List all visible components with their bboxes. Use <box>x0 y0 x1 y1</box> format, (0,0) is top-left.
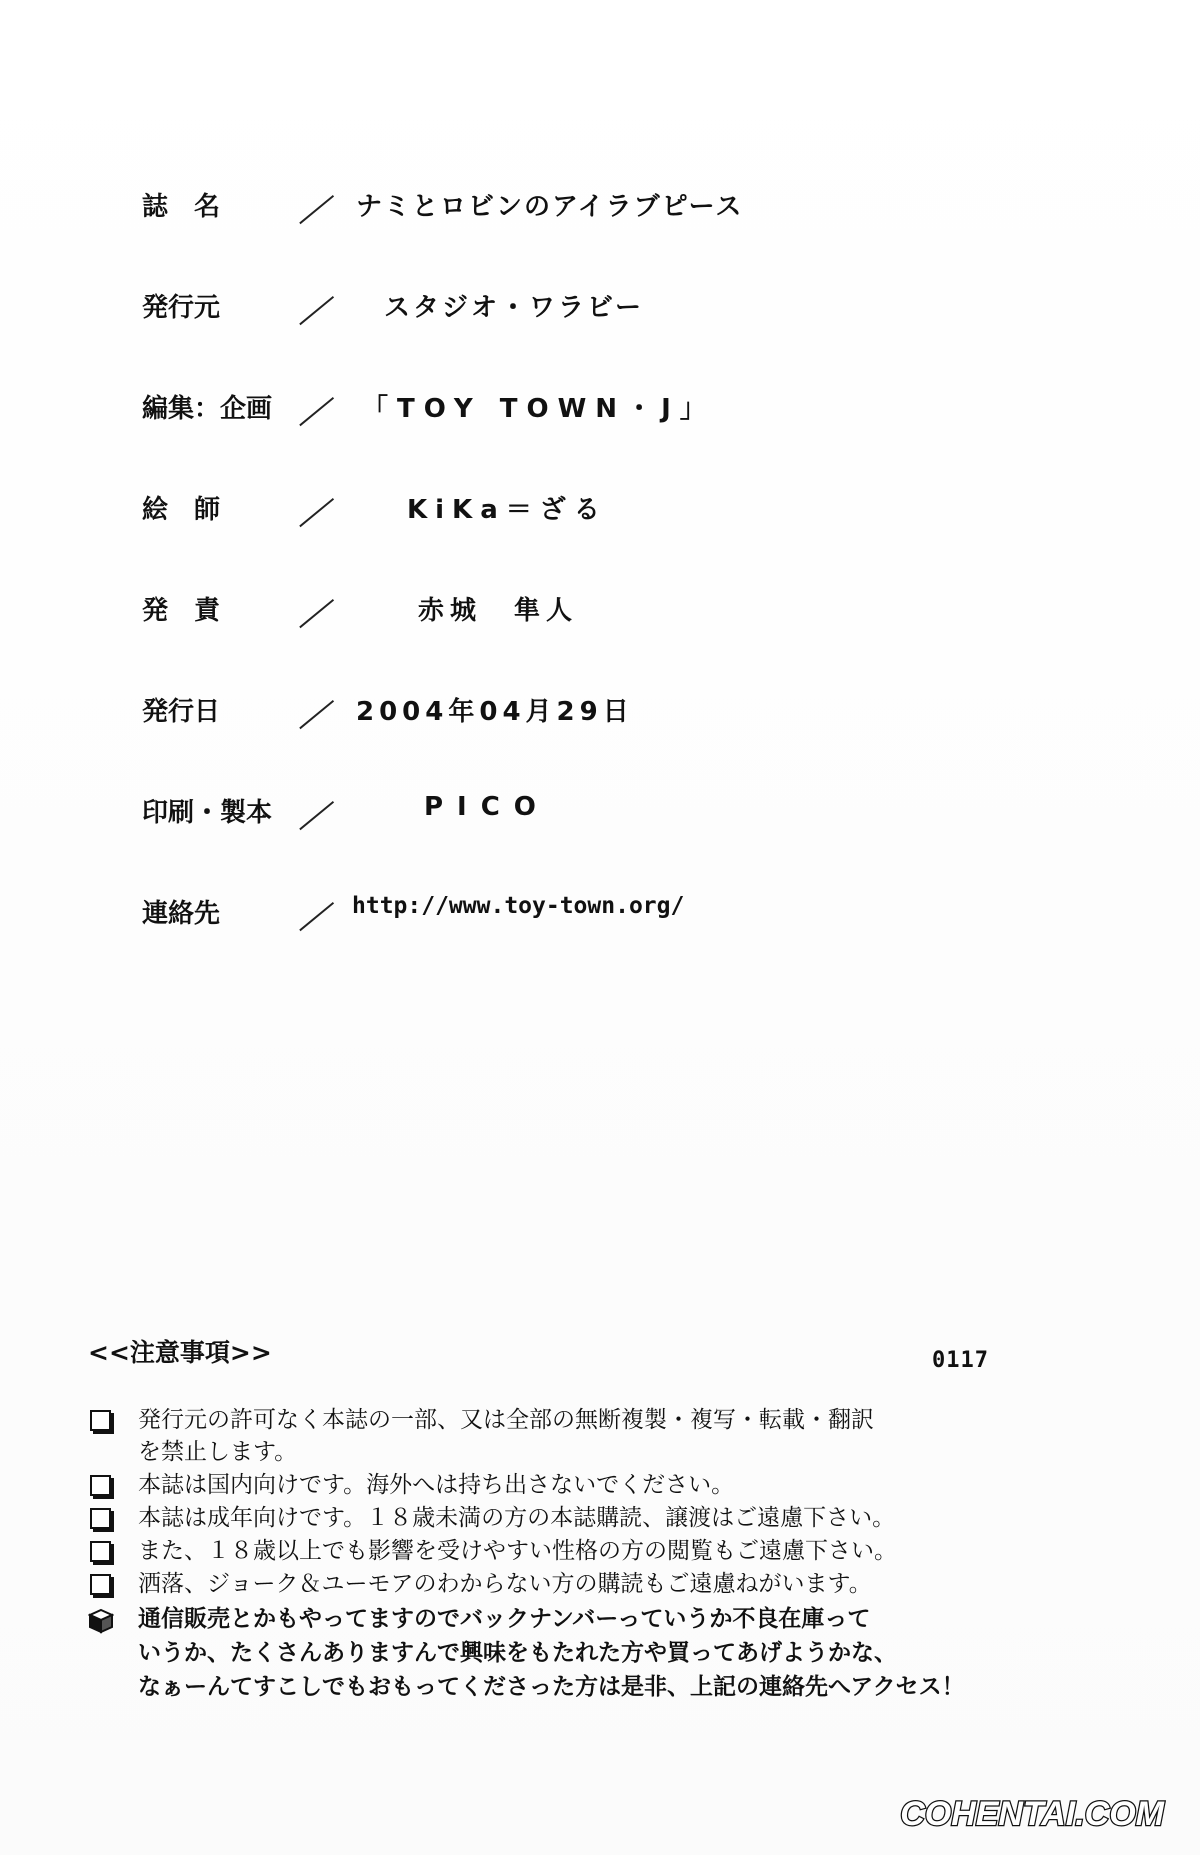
contact-url-link[interactable]: http://www.toy-town.org/ <box>352 893 685 919</box>
row-value-title: ナミとロビンのアイラブピース <box>356 192 744 222</box>
notice-item <box>86 1404 1096 1468</box>
notice-heading: <<注意事項>> <box>88 1338 272 1367</box>
row-label: 誌 名 <box>142 192 221 222</box>
row-label: 印刷・製本 <box>142 798 273 828</box>
colophon-block <box>142 186 1042 994</box>
row-value-date: 2004年04月29日 <box>356 697 634 727</box>
colophon-row <box>142 287 1042 388</box>
colophon-row <box>142 388 1042 489</box>
notice-line: 本誌は国内向けです。海外へは持ち出さないでください。 <box>138 1472 735 1498</box>
separator-slash: ／ <box>297 901 335 936</box>
colophon-row <box>142 489 1042 590</box>
colophon-row <box>142 893 1042 994</box>
separator-slash: ／ <box>297 194 335 229</box>
checkbox-icon <box>90 1541 111 1562</box>
row-label: 編集：企画 <box>142 394 273 424</box>
row-label: 発行日 <box>142 697 221 727</box>
watermark-text: COHENTAI.COM <box>900 1795 1164 1833</box>
notice-item <box>86 1535 1096 1567</box>
checkbox-icon <box>90 1475 111 1496</box>
colophon-row <box>142 186 1042 287</box>
separator-slash: ／ <box>297 396 335 431</box>
separator-slash: ／ <box>297 497 335 532</box>
checkbox-icon <box>90 1508 111 1529</box>
cube-icon <box>88 1608 114 1634</box>
row-value-artist: KiKa＝ざる <box>407 495 608 525</box>
notice-list <box>86 1404 1096 1705</box>
checkbox-icon <box>90 1574 111 1595</box>
notice-line: いうか、たくさんありますんで興味をもたれた方や買ってあげようかな、 <box>138 1640 897 1666</box>
separator-slash: ／ <box>297 598 335 633</box>
notice-line: を禁止します。 <box>138 1439 298 1465</box>
row-label: 絵 師 <box>142 495 221 525</box>
watermark-logo <box>872 1789 1172 1835</box>
notice-line: 通信販売とかもやってますのでバックナンバーっていうか不良在庫って <box>138 1606 871 1632</box>
notice-item <box>86 1469 1096 1501</box>
notice-item-mailorder <box>86 1602 1096 1704</box>
checkbox-icon <box>90 1410 111 1431</box>
row-label: 発 責 <box>142 596 221 626</box>
row-value-responsible: 赤城 隼人 <box>418 596 579 626</box>
row-label: 連絡先 <box>142 899 221 929</box>
notice-line: なぁーんてすこしでもおもってくださった方は是非、上記の連絡先へアクセス！ <box>138 1674 965 1700</box>
row-value-printer: PICO <box>424 792 550 822</box>
notice-line: 本誌は成年向けです。１８歳未満の方の本誌購読、譲渡はご遠慮下さい。 <box>138 1505 896 1531</box>
colophon-row <box>142 792 1042 893</box>
colophon-row <box>142 590 1042 691</box>
notice-line: 発行元の許可なく本誌の一部、又は全部の無断複製・複写・転載・翻訳 <box>138 1407 874 1433</box>
page-number: 0117 <box>932 1348 989 1373</box>
row-label: 発行元 <box>142 293 221 323</box>
row-value-publisher: スタジオ・ワラビー <box>384 293 644 323</box>
notice-item <box>86 1502 1096 1534</box>
row-value-editor: 「TOY TOWN・J」 <box>362 394 715 424</box>
notice-line: また、１８歳以上でも影響を受けやすい性格の方の閲覧もご遠慮下さい。 <box>138 1538 897 1564</box>
notice-item <box>86 1568 1096 1600</box>
separator-slash: ／ <box>297 699 335 734</box>
separator-slash: ／ <box>297 295 335 330</box>
separator-slash: ／ <box>297 800 335 835</box>
colophon-row <box>142 691 1042 792</box>
notice-line: 洒落、ジョーク＆ユーモアのわからない方の購読もご遠慮ねがいます。 <box>138 1571 872 1597</box>
